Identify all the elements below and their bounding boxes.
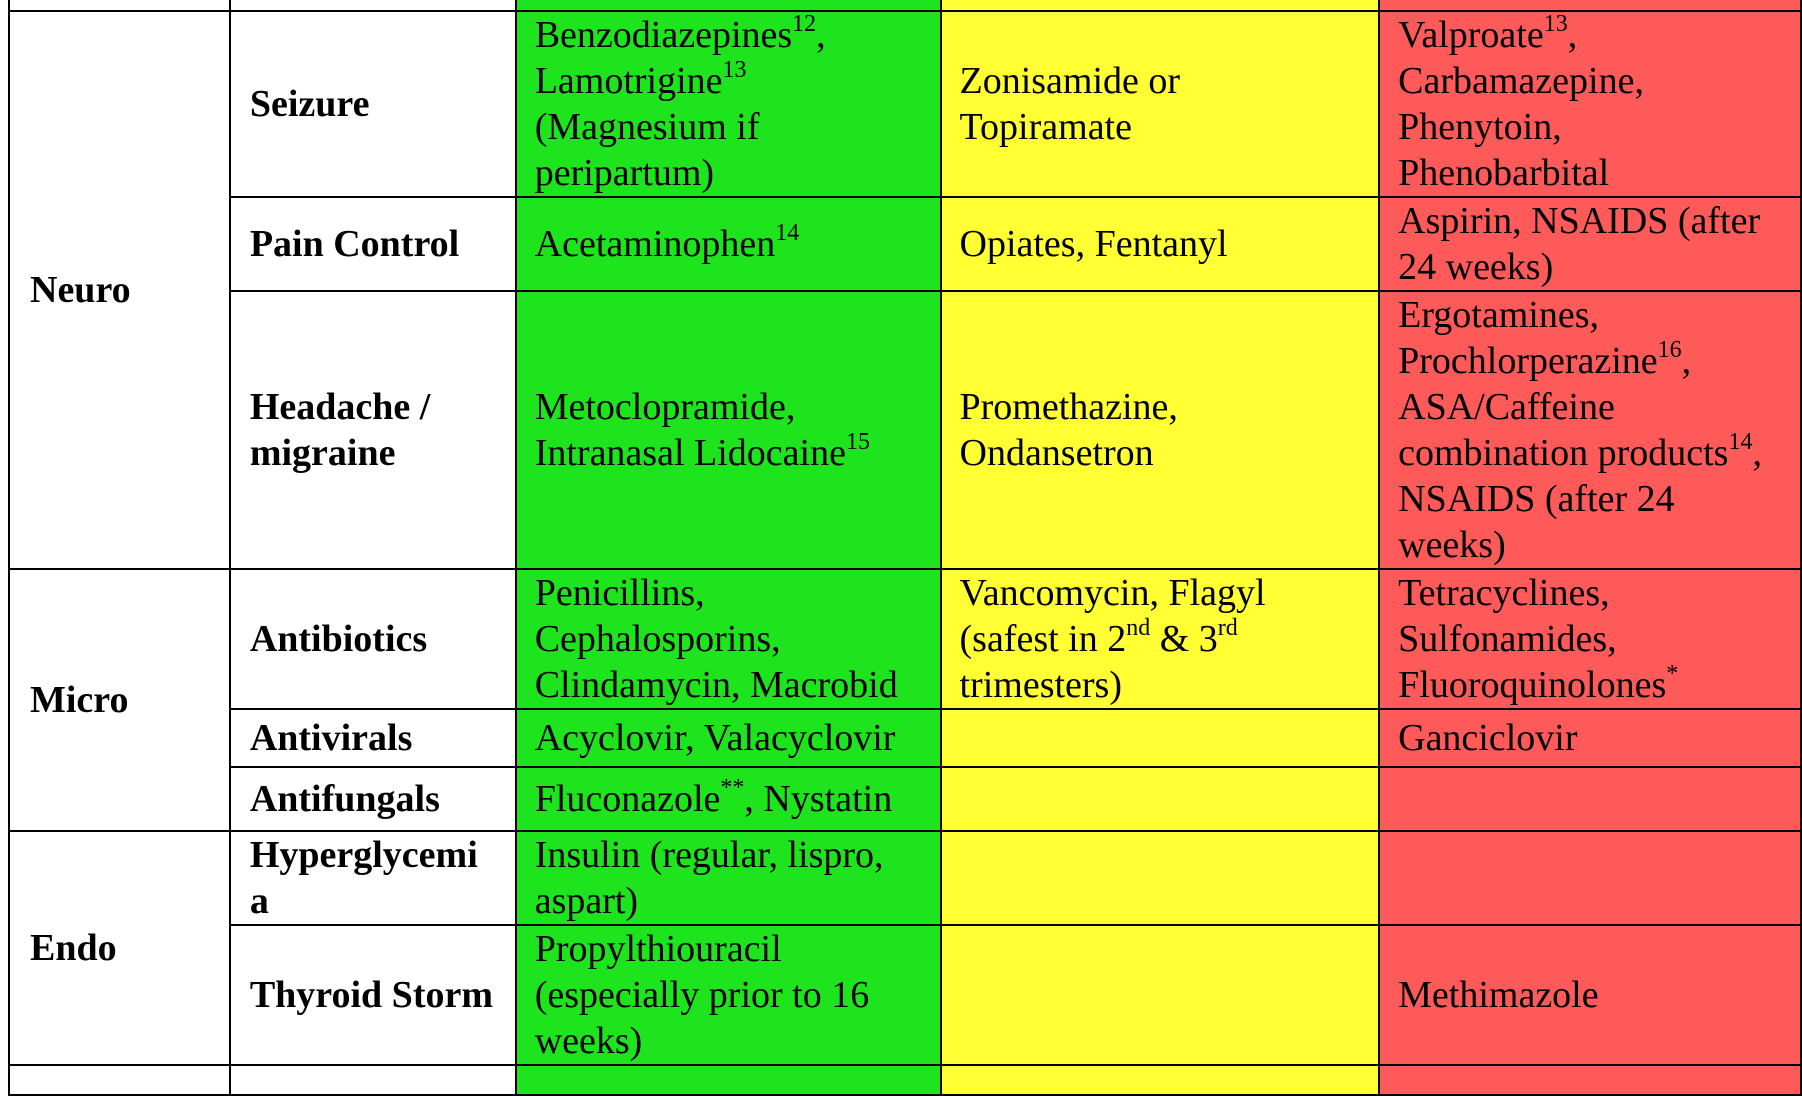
footnote-superscript: 12 xyxy=(792,11,817,37)
caution-thyroid-storm xyxy=(941,925,1380,1065)
condition-antivirals: Antivirals xyxy=(230,709,516,767)
cell-text: Ondansetron xyxy=(959,432,1154,474)
cell-text: , xyxy=(1567,14,1578,56)
safe-headache xyxy=(516,291,941,569)
footnote-superscript: 14 xyxy=(1728,429,1753,455)
cell-text: Acetaminophen xyxy=(534,223,776,265)
footnote-superscript: 16 xyxy=(1657,337,1682,363)
condition-pain-control: Pain Control xyxy=(230,197,516,291)
avoid-antivirals xyxy=(1379,709,1801,767)
cell-text: combination products xyxy=(1398,432,1729,474)
avoid-cell xyxy=(1379,1065,1801,1095)
avoid-pain-control xyxy=(1379,197,1801,291)
safe-cell xyxy=(516,1065,941,1095)
cell-text: Promethazine, xyxy=(959,386,1178,428)
table-row xyxy=(9,831,1801,925)
table-row xyxy=(9,925,1801,1065)
safe-antibiotics xyxy=(516,569,941,709)
safe-cell xyxy=(516,0,941,11)
cell-text: NSAIDS (after 24 xyxy=(1398,478,1675,520)
safe-antifungals xyxy=(516,767,941,831)
caution-cell xyxy=(941,1065,1380,1095)
caution-antivirals xyxy=(941,709,1380,767)
cell-text: (Magnesium if xyxy=(534,106,760,148)
cell-text: (safest in 2 xyxy=(959,618,1127,660)
table-row xyxy=(9,291,1801,569)
caution-pain-control xyxy=(941,197,1380,291)
caution-headache xyxy=(941,291,1380,569)
cell-text: Carbamazepine, xyxy=(1398,60,1644,102)
category-cell xyxy=(9,1065,230,1095)
category-cell xyxy=(9,0,230,11)
condition-headache: Headache / migraine xyxy=(230,291,516,569)
cell-text: Vancomycin, Flagyl xyxy=(959,572,1266,614)
table-row xyxy=(9,709,1801,767)
cell-text: Insulin (regular, lispro, xyxy=(534,834,884,876)
cell-text: , xyxy=(1681,340,1692,382)
cell-text: , Nystatin xyxy=(744,778,893,820)
condition-thyroid-storm: Thyroid Storm xyxy=(230,925,516,1065)
avoid-cell xyxy=(1379,0,1801,11)
cell-text: Tetracyclines, xyxy=(1398,572,1610,614)
cell-text: Intranasal Lidocaine xyxy=(534,432,846,474)
footnote-superscript: 13 xyxy=(1543,11,1568,37)
caution-hyperglycemia xyxy=(941,831,1380,925)
cell-text: Propylthiouracil xyxy=(534,928,782,970)
cell-text: 24 weeks) xyxy=(1398,246,1554,288)
condition-antifungals: Antifungals xyxy=(230,767,516,831)
cell-text: Opiates, Fentanyl xyxy=(959,223,1228,265)
condition-seizure: Seizure xyxy=(230,11,516,197)
cell-text: Methimazole xyxy=(1398,974,1599,1016)
cell-text: Phenytoin, xyxy=(1398,106,1562,148)
pregnancy-drug-safety-table xyxy=(8,0,1802,1096)
cell-text: Valproate xyxy=(1398,14,1544,56)
cell-text: weeks) xyxy=(534,1020,643,1062)
cell-text: Zonisamide or xyxy=(959,60,1181,102)
cell-text: Ganciclovir xyxy=(1398,717,1578,759)
cell-text: Benzodiazepines xyxy=(534,14,793,56)
table-row xyxy=(9,0,1801,11)
footnote-superscript: rd xyxy=(1217,615,1238,641)
footnote-superscript: nd xyxy=(1126,615,1151,641)
cell-text: Ergotamines, xyxy=(1398,294,1599,336)
cell-text: Acyclovir, Valacyclovir xyxy=(534,717,896,759)
cell-text: Clindamycin, Macrobid xyxy=(534,664,898,706)
table-row xyxy=(9,767,1801,831)
category-endo: Endo xyxy=(9,831,230,1065)
table-row xyxy=(9,1065,1801,1095)
cell-text: Topiramate xyxy=(959,106,1132,148)
table-row xyxy=(9,197,1801,291)
safe-antivirals xyxy=(516,709,941,767)
caution-cell xyxy=(941,0,1380,11)
cell-text: trimesters) xyxy=(959,664,1123,706)
safe-hyperglycemia xyxy=(516,831,941,925)
safe-thyroid-storm xyxy=(516,925,941,1065)
safe-pain-control xyxy=(516,197,941,291)
footnote-superscript: * xyxy=(1666,661,1679,687)
cell-text: Fluoroquinolones xyxy=(1398,664,1667,706)
condition-antibiotics: Antibiotics xyxy=(230,569,516,709)
caution-antifungals xyxy=(941,767,1380,831)
cell-text: Fluconazole xyxy=(534,778,721,820)
footnote-superscript: ** xyxy=(720,775,745,801)
table-row xyxy=(9,569,1801,709)
condition-cell xyxy=(230,1065,516,1095)
cell-text: & 3 xyxy=(1150,618,1218,660)
cell-text: Phenobarbital xyxy=(1398,152,1610,194)
footnote-superscript: 14 xyxy=(775,220,800,246)
cell-text: peripartum) xyxy=(534,152,715,194)
cell-text: Prochlorperazine xyxy=(1398,340,1658,382)
category-micro: Micro xyxy=(9,569,230,831)
cell-text: (especially prior to 16 xyxy=(534,974,870,1016)
cell-text: Cephalosporins, xyxy=(534,618,781,660)
caution-antibiotics xyxy=(941,569,1380,709)
cell-text: , xyxy=(816,14,826,56)
caution-seizure xyxy=(941,11,1380,197)
avoid-antifungals xyxy=(1379,767,1801,831)
condition-hyperglycemia: Hyperglycemia xyxy=(230,831,516,925)
cell-text: aspart) xyxy=(534,880,639,922)
cell-text: Metoclopramide, xyxy=(534,386,796,428)
safe-seizure xyxy=(516,11,941,197)
table-row xyxy=(9,11,1801,197)
cell-text: Aspirin, NSAIDS (after xyxy=(1398,200,1761,242)
category-neuro: Neuro xyxy=(9,11,230,569)
avoid-seizure xyxy=(1379,11,1801,197)
cell-text: Lamotrigine xyxy=(534,60,723,102)
avoid-headache xyxy=(1379,291,1801,569)
avoid-thyroid-storm xyxy=(1379,925,1801,1065)
footnote-superscript: 13 xyxy=(722,57,747,83)
footnote-superscript: 15 xyxy=(845,429,870,455)
condition-cell xyxy=(230,0,516,11)
cell-text: Sulfonamides, xyxy=(1398,618,1617,660)
cell-text: Penicillins, xyxy=(534,572,705,614)
avoid-antibiotics xyxy=(1379,569,1801,709)
cell-text: , xyxy=(1752,432,1762,474)
cell-text: weeks) xyxy=(1398,524,1506,566)
cell-text: ASA/Caffeine xyxy=(1398,386,1615,428)
avoid-hyperglycemia xyxy=(1379,831,1801,925)
